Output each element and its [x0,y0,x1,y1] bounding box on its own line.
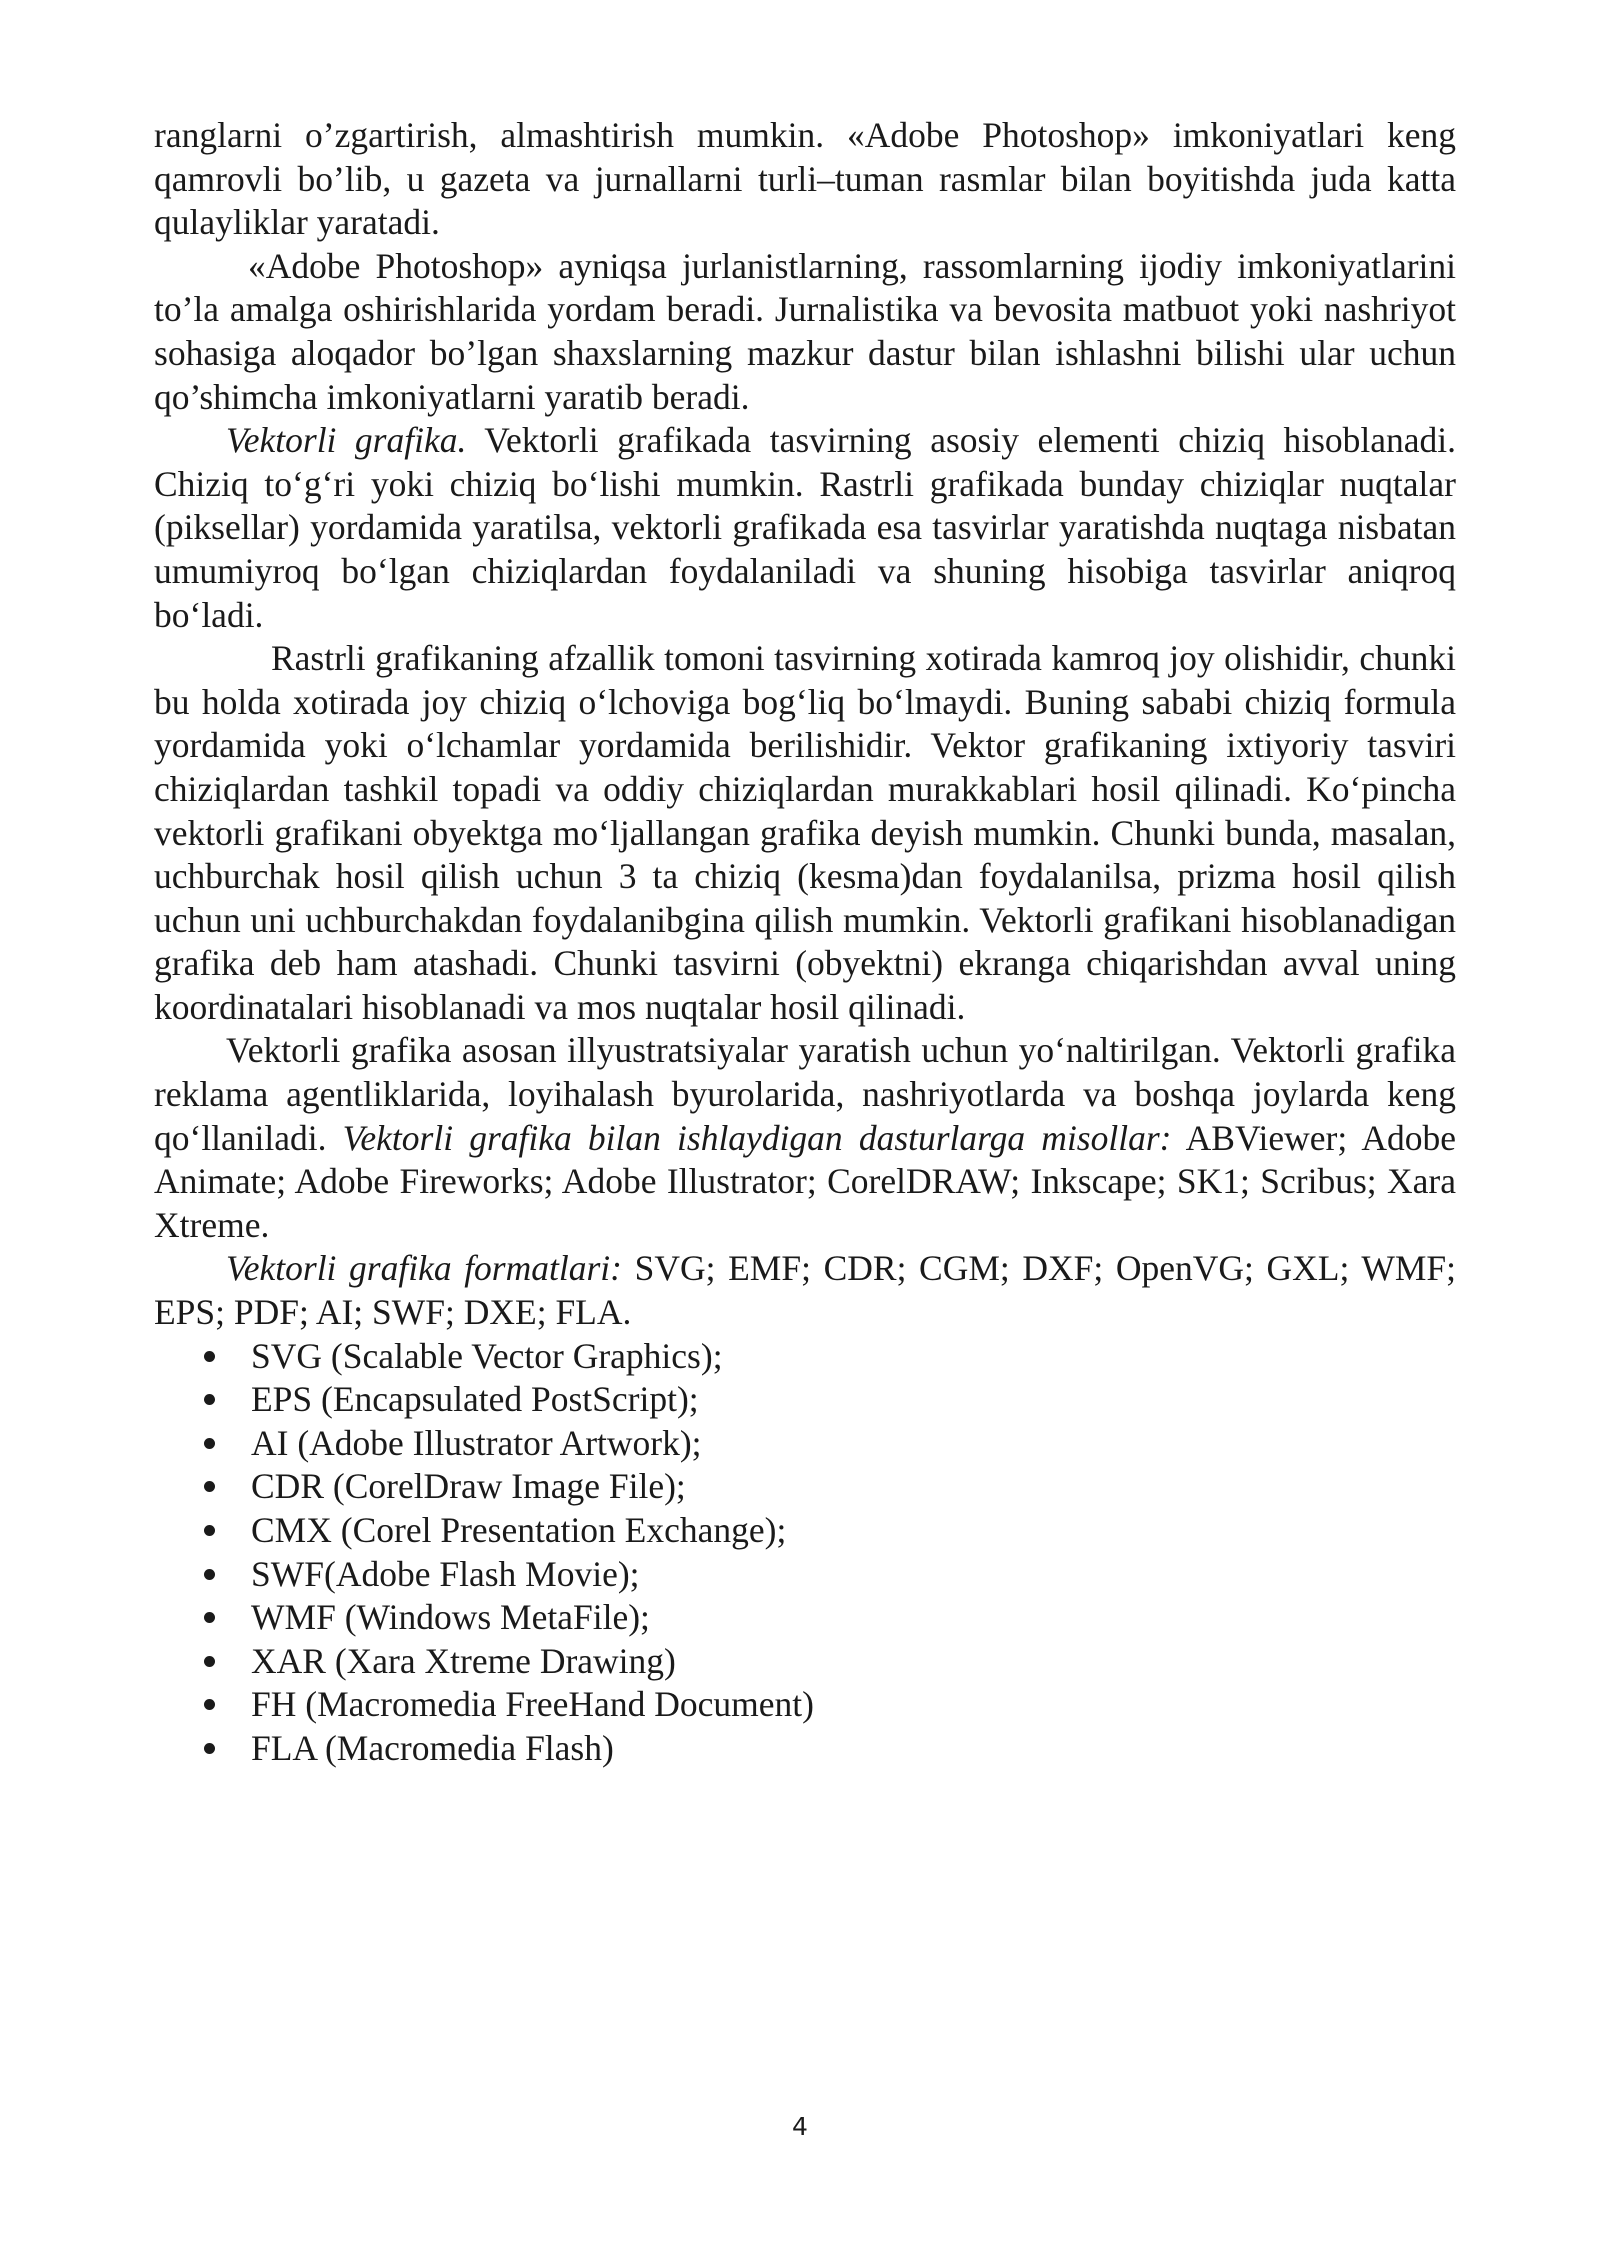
paragraph-raster-vs-vector: Rastrli grafikaning afzallik tomoni tasvirning xotirada kamroq joy olishidir, chunki bu holda xotirada joy chiziq o‘lchoviga bog‘liq bo‘lmaydi. Buning sababi chiziq formula yordamida yoki o‘lchamlar yordamida berilishidir. Vektor grafikaning ixtiyoriy tasviri chiziqlardan tashkil topadi va oddiy chiziqlardan murakkablari hosil qilinadi. Ko‘pincha vektorli grafikani obyektga mo‘ljallangan grafika deyish mumkin. Chunki bunda, masalan, uchburchak hosil qilish uchun 3 ta chiziq (kesma)dan foydalanilsa, prizma hosil qilish uchun uni uchburchakdan foydalanibgina qilish mumkin. Vektorli grafikani hisoblanadigan grafika deb ham atashadi. Chunki tasvirni (obyektni) ekranga chiqarishdan avval uning koordinatalari hisoblanadi va mos nuqtalar hosil qilinadi. [154,638,1456,1027]
paragraph-vector-formats [154,1247,1456,1334]
programs-examples-label: Vektorli grafika bilan ishlaydigan dasturlarga misollar: [342,1117,1172,1158]
bullet-icon [204,1612,215,1623]
list-item: WMF (Windows MetaFile); [154,1596,1456,1640]
list-item: AI (Adobe Illustrator Artwork); [154,1422,1456,1466]
programs-examples-list: ABViewer; Adobe Animate; Adobe Fireworks; Adobe Illustrator; CorelDRAW; Inkscape; SK1; Scribus; Xara Xtreme. [154,1117,1457,1245]
bullet-icon [204,1351,215,1362]
list-item: CDR (CorelDraw Image File); [154,1465,1456,1509]
list-item: XAR (Xara Xtreme Drawing) [154,1640,1456,1684]
paragraph-vector-graphics-intro [154,419,1456,637]
list-item: FH (Macromedia FreeHand Document) [154,1683,1456,1727]
vector-usage-text: Vektorli grafika asosan illyustratsiyalar yaratish uchun yo‘naltirilgan. Vektorli grafika reklama agentliklarida, loyihalash byurolarida, nashriyotlarda va boshqa joylarda keng qo‘llaniladi. [154,1030,1456,1158]
bullet-icon [204,1656,215,1667]
bullet-icon [204,1569,215,1580]
bullet-icon [204,1699,215,1710]
bullet-icon [204,1525,215,1536]
document-page [154,114,1456,1771]
section-heading-vector-graphics: Vektorli grafika. [226,420,467,461]
formats-bullet-list [154,1335,1456,1771]
list-item: CMX (Corel Presentation Exchange); [154,1509,1456,1553]
formats-inline-list: SVG; EMF; CDR; CGM; DXF; OpenVG; GXL; WMF; EPS; PDF; AI; SWF; DXE; FLA. [154,1248,1457,1333]
list-item: SWF(Adobe Flash Movie); [154,1553,1456,1597]
formats-label: Vektorli grafika formatlari: [226,1248,622,1289]
bullet-icon [204,1394,215,1405]
list-item: EPS (Encapsulated PostScript); [154,1378,1456,1422]
bullet-icon [204,1438,215,1449]
page-number: 4 [792,2112,808,2141]
paragraph-photoshop-journalists: «Adobe Photoshop» ayniqsa jurlanistlarning, rassomlarning ijodiy imkoniyatlarini to’la amalga oshirishlarida yordam beradi. Jurnalistika va bevosita matbuot yoki nashriyot sohasiga aloqador bo’lgan shaxslarning mazkur dastur bilan ishlashni bilishi ular uchun qo’shimcha imkoniyatlarni yaratib beradi. [154,245,1456,417]
paragraph-photoshop-continuation: ranglarni o’zgartirish, almashtirish mumkin. «Adobe Photoshop» imkoniyatlari keng qamrovli bo’lib, u gazeta va jurnallarni turli–tuman rasmlar bilan boyitishda juda katta qulayliklar yaratadi. [154,115,1456,243]
bullet-icon [204,1481,215,1492]
list-item: FLA (Macromedia Flash) [154,1727,1456,1771]
vector-graphics-text: Vektorli grafikada tasvirning asosiy elementi chiziq hisoblanadi. Chiziq to‘g‘ri yoki chiziq bo‘lishi mumkin. Rastrli grafikada bunday chiziqlar nuqtalar (piksellar) yordamida yaratilsa, vektorli grafikada esa tasvirlar yaratishda nuqtaga nisbatan umumiyroq bo‘lgan chiziqlardan foydalaniladi va shuning hisobiga tasvirlar aniqroq bo‘ladi. [154,420,1457,635]
bullet-icon [204,1743,215,1754]
paragraph-vector-usage [154,1029,1456,1247]
list-item: SVG (Scalable Vector Graphics); [154,1335,1456,1379]
